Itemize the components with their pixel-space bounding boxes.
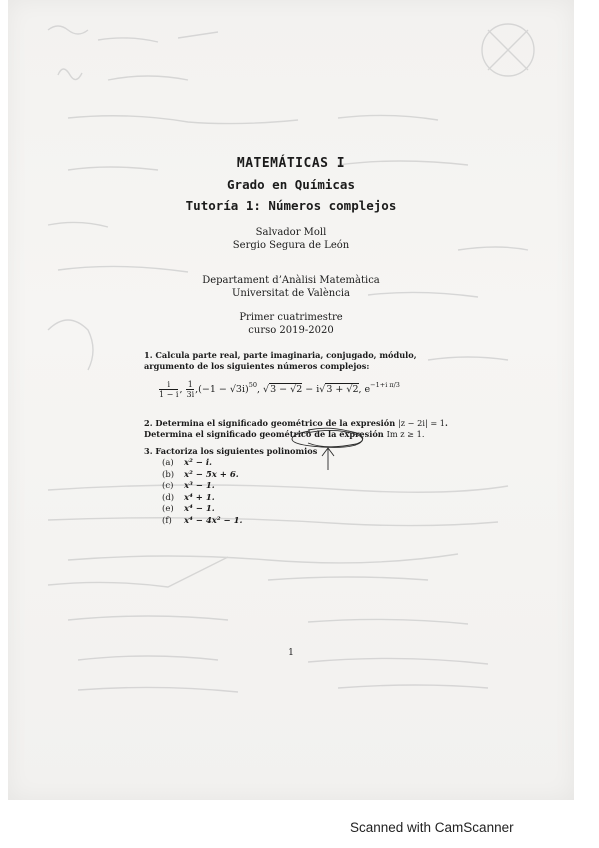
fraction: $\frac{i}{1 - i}$ (159, 380, 179, 399)
list-item: (b) x² − 5x + 6. (162, 469, 239, 480)
complex-numbers-formula: $\frac{i}{1 - i}$ , $\frac{1}{3i}$ $,(-1 - √3i)^{50}$, √3 − √2 − i√3 + √2, $e^{-1+i \pi/3}$ (159, 380, 400, 399)
exercise-3-text: 3. Factoriza los siguientes polinomios (144, 446, 318, 456)
list-item: (d) x⁴ + 1. (162, 492, 215, 503)
list-item: (a) x² − i. (162, 458, 213, 468)
document-title-block (8, 153, 574, 216)
academic-year: curso 2019-2020 (248, 325, 334, 336)
exercise-2: 2. Determina el significado geométrico de la expresión |z − 2i| = 1. Determina el significado geométrico de la expresión Im z ≥ 1. (144, 418, 448, 439)
authors (8, 226, 574, 252)
degree-title: Grado en Químicas (227, 177, 355, 192)
math-expression: Im z ≥ 1 (386, 429, 422, 439)
university-name: Universitat de València (231, 288, 350, 299)
math-expression: |z − 2i| = 1 (398, 418, 445, 428)
radicand: 3 − √2 (270, 384, 303, 395)
exercise-3 (144, 446, 459, 457)
author-name: Salvador Moll (255, 227, 327, 238)
exercise-1 (144, 350, 459, 372)
page-number: 1 (288, 648, 294, 658)
exercise-1-text: 1. Calcula parte real, parte imaginaria, conjugado, módulo, argumento de los siguientes números complejos: (144, 350, 417, 371)
bleed-through-handwriting (8, 0, 574, 800)
department-name: Departament d’Anàlisi Matemàtica (202, 275, 380, 286)
semester: Primer cuatrimestre (239, 312, 343, 323)
course-info (8, 311, 574, 337)
power-term: ,(−1 − √3i) (195, 384, 249, 395)
radicand: 3 + √2 (326, 384, 359, 395)
author-name: Sergio Segura de León (232, 240, 350, 251)
list-item: (e) x⁴ − 1. (162, 504, 215, 514)
fraction: $\frac{1}{3i}$ (186, 380, 195, 399)
polynomial-list (162, 458, 242, 527)
list-item: (c) x³ − 1. (162, 481, 215, 491)
tutorial-title: Tutoría 1: Números complejos (185, 198, 397, 213)
exponent: 50 (248, 381, 257, 389)
scanned-page (8, 0, 574, 800)
exponent: −1+i π/3 (370, 381, 400, 389)
scanner-watermark: Scanned with CamScanner (350, 820, 514, 835)
course-title: MATEMÁTICAS I (236, 156, 346, 171)
affiliation (8, 274, 574, 300)
exponential-base: e (364, 384, 371, 395)
list-item: (f) x⁴ − 4x² − 1. (162, 515, 243, 526)
